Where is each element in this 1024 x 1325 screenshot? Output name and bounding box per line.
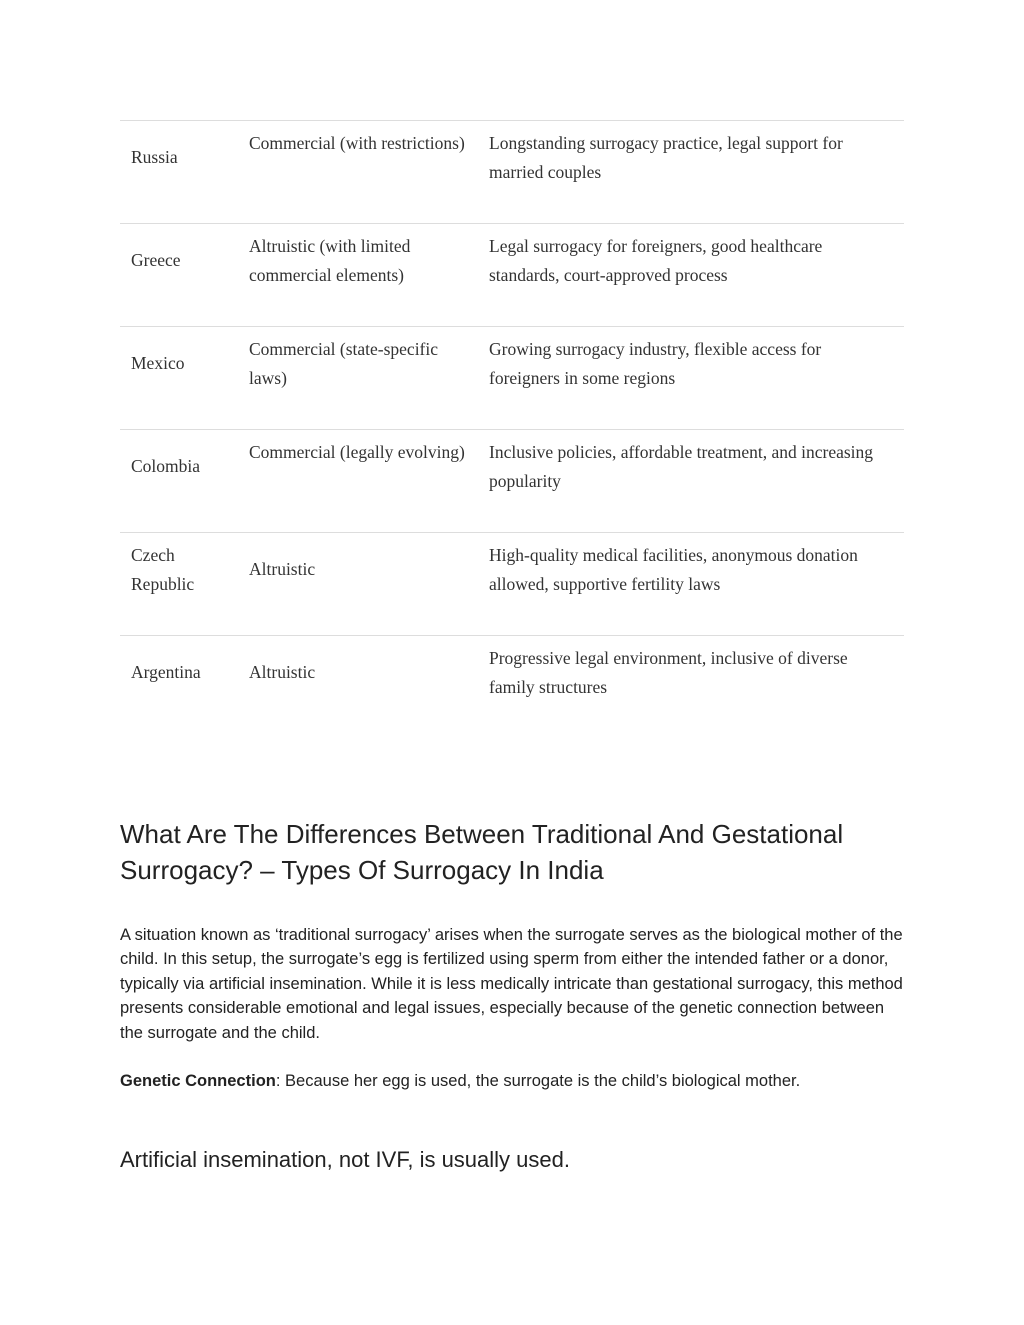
country-cell: Greece <box>131 250 181 270</box>
table-row <box>120 120 904 223</box>
reason-cell: Growing surrogacy industry, flexible access for foreigners in some regions <box>489 339 822 388</box>
type-cell: Commercial (legally evolving) <box>249 442 465 462</box>
surrogacy-countries-table <box>120 120 904 738</box>
genetic-connection-label: Genetic Connection <box>120 1072 276 1090</box>
genetic-connection-text: : Because her egg is used, the surrogate is the child’s biological mother. <box>275 1072 801 1090</box>
type-cell: Altruistic <box>249 662 316 682</box>
table-row <box>120 532 904 635</box>
country-cell: Colombia <box>131 456 201 476</box>
type-cell: Altruistic <box>249 559 316 579</box>
type-cell: Commercial (with restrictions) <box>249 133 465 153</box>
genetic-connection-paragraph <box>120 1069 904 1093</box>
type-cell: Commercial (state-specific laws) <box>249 339 439 388</box>
type-cell: Altruistic (with limited commercial elements) <box>249 236 411 285</box>
table-row <box>120 223 904 326</box>
table-row <box>120 326 904 429</box>
table-row <box>120 635 904 738</box>
reason-cell: Longstanding surrogacy practice, legal support for married couples <box>489 133 843 182</box>
country-cell: Czech Republic <box>131 545 195 594</box>
reason-cell: Progressive legal environment, inclusive of diverse family structures <box>489 648 848 697</box>
reason-cell: High-quality medical facilities, anonymous donation allowed, supportive fertility laws <box>489 545 858 594</box>
traditional-surrogacy-paragraph: A situation known as ‘traditional surrogacy’ arises when the surrogate serves as the biological mother of the child. In this setup, the surrogate’s egg is fertilized using sperm from either the intended father or a donor, typically via artificial insemination. While it is less medically intricate than gestational surrogacy, this method presents considerable emotional and legal issues, especially because of the genetic connection between the surrogate and the child. <box>120 926 903 1042</box>
section-heading: What Are The Differences Between Traditional And Gestational Surrogacy? – Types Of Surrogacy In India <box>120 819 844 885</box>
reason-cell: Legal surrogacy for foreigners, good healthcare standards, court-approved process <box>489 236 823 285</box>
table-row <box>120 429 904 532</box>
subheading: Artificial insemination, not IVF, is usually used. <box>120 1147 570 1172</box>
country-cell: Russia <box>131 147 178 167</box>
reason-cell: Inclusive policies, affordable treatment, and increasing popularity <box>489 442 874 491</box>
country-cell: Mexico <box>131 353 185 373</box>
country-cell: Argentina <box>131 662 201 682</box>
